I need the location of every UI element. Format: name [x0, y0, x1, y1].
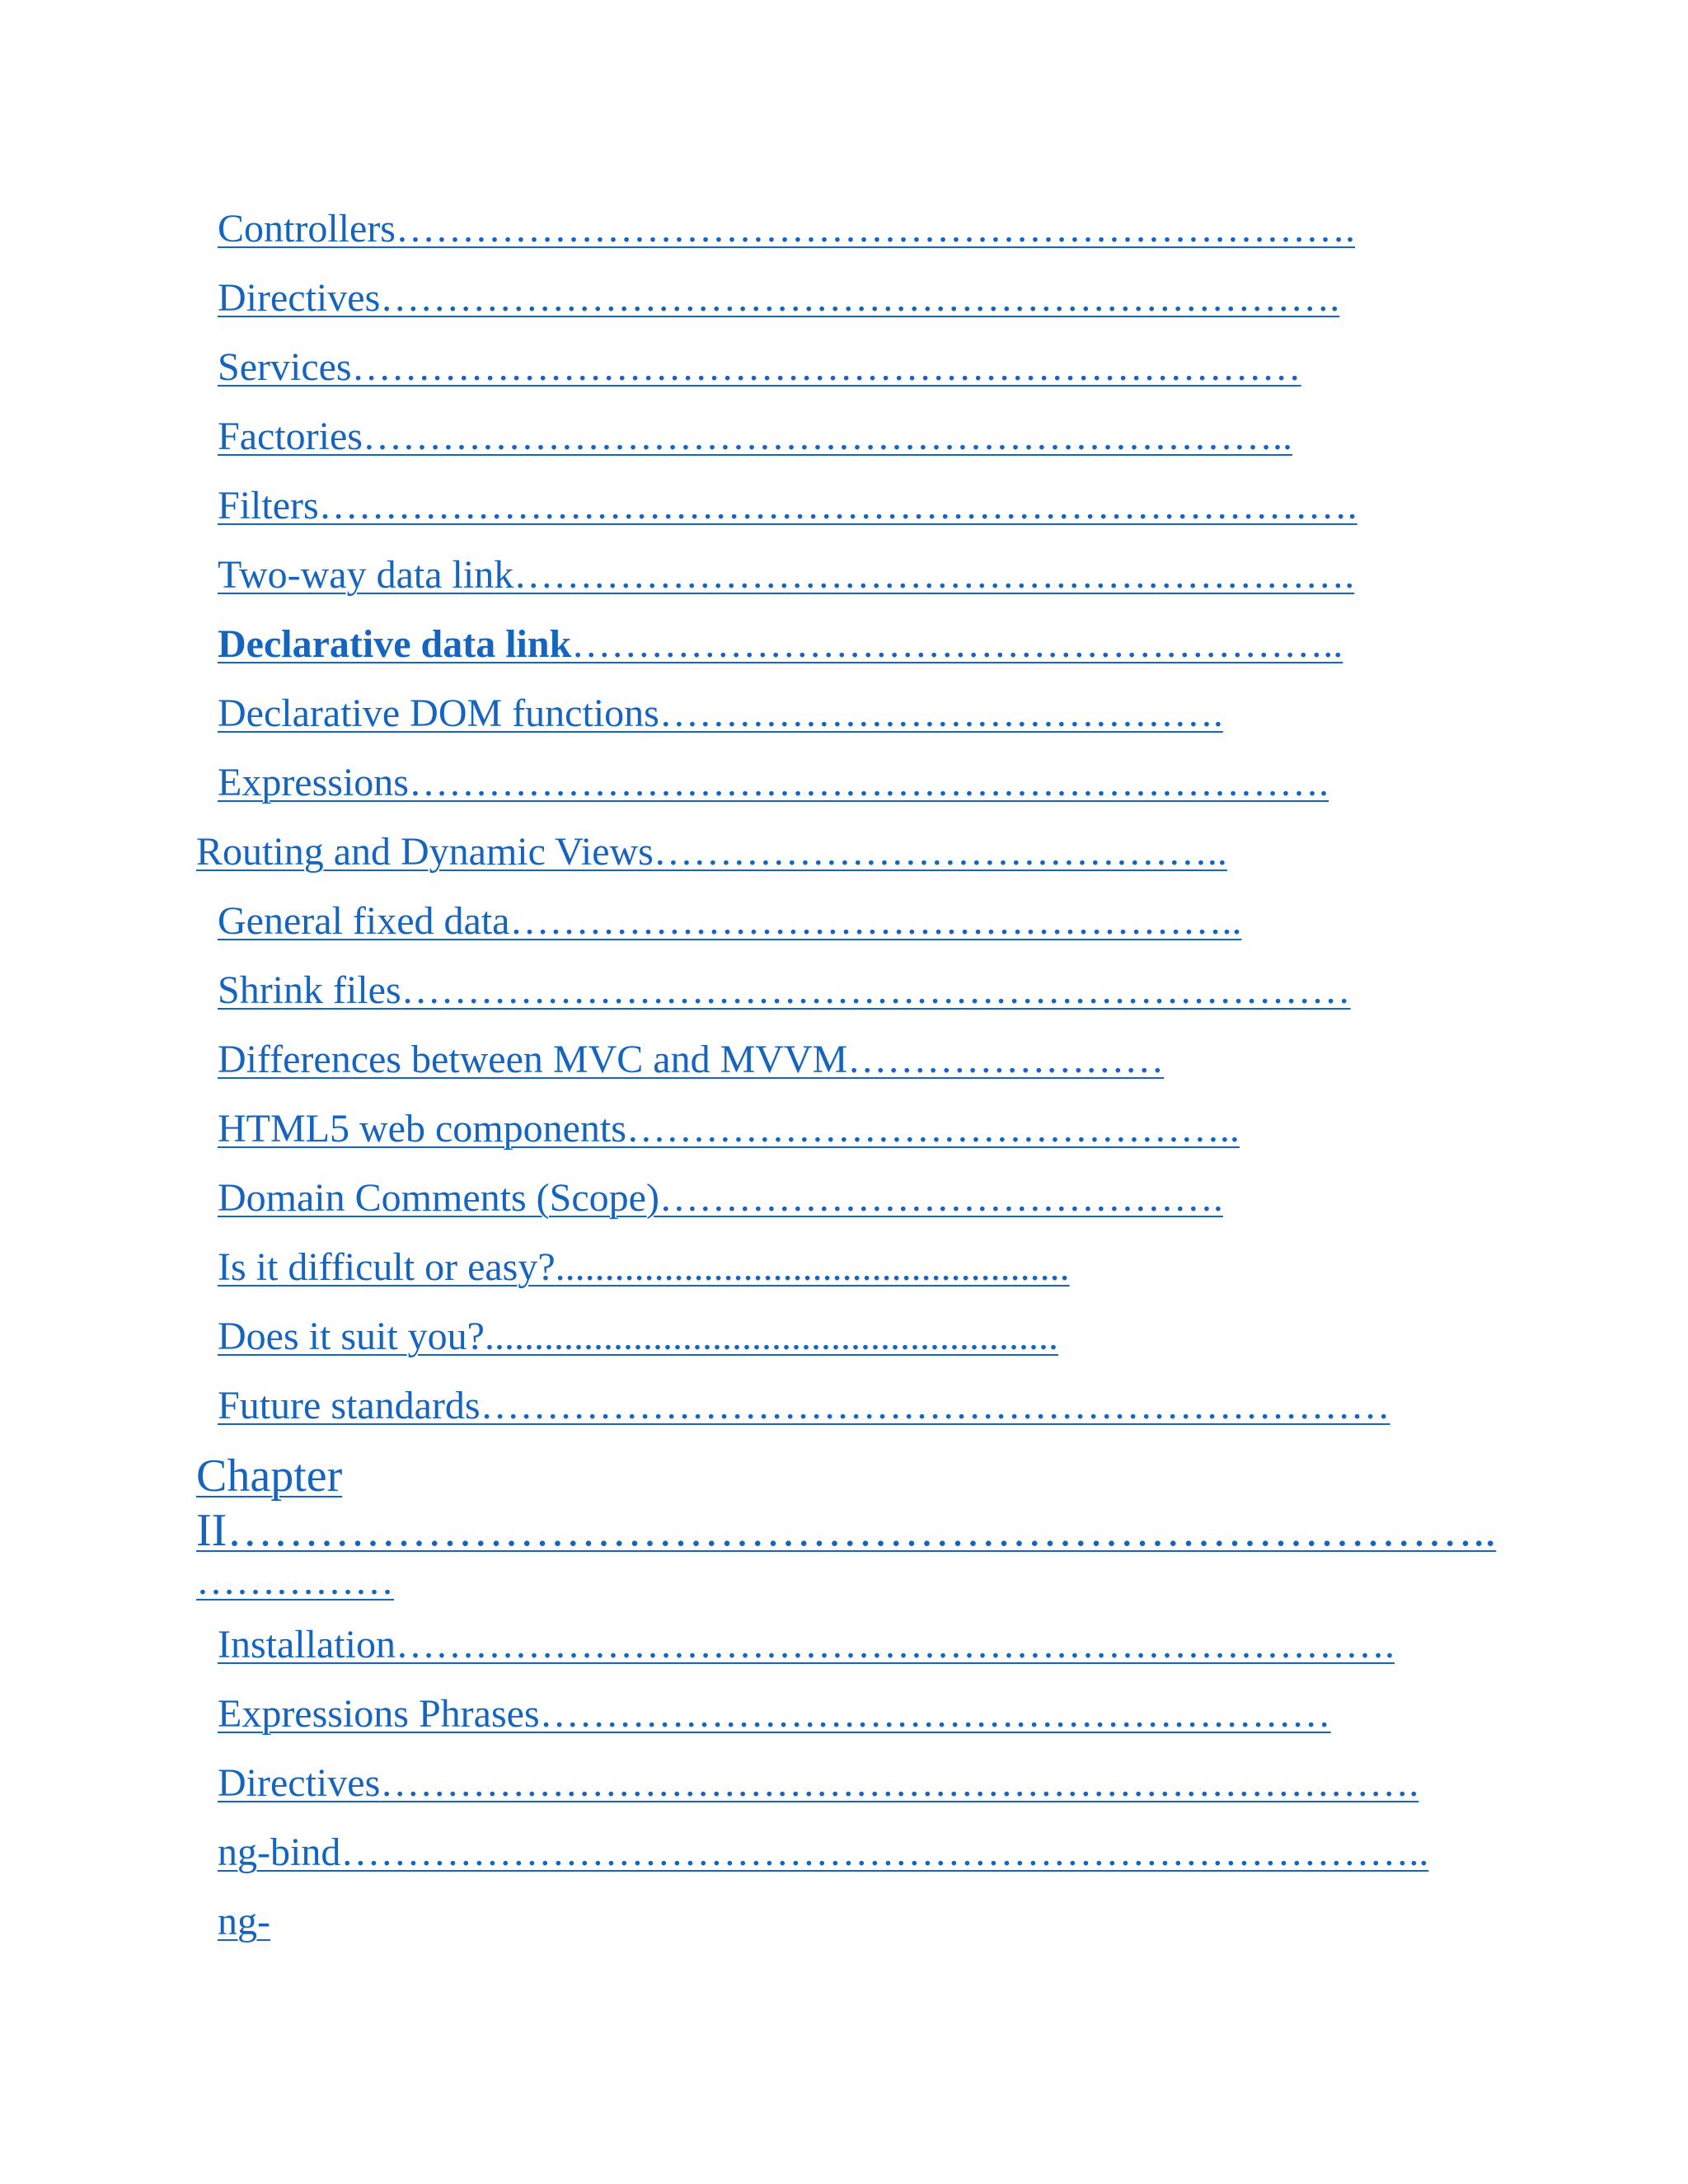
toc-entry-label: Expressions: [218, 761, 409, 804]
toc-entry[interactable]: [196, 679, 1548, 748]
toc-entry-leader: …………………………………………………………………….: [380, 1761, 1419, 1805]
toc-entry-label: ng-: [218, 1900, 270, 1943]
toc-entry[interactable]: [196, 471, 1548, 541]
toc-entry[interactable]: [196, 1680, 1548, 1749]
toc-entry-leader: ....................................................: [555, 1245, 1070, 1289]
toc-entry-leader: ……………………………………………………………….: [380, 276, 1340, 320]
toc-entry[interactable]: [196, 1025, 1548, 1094]
toc-entry-label: HTML5 web components: [218, 1107, 626, 1151]
toc-entry-leader: …………………………………….: [659, 1176, 1223, 1220]
toc-entry[interactable]: [196, 1233, 1548, 1302]
toc-entry[interactable]: [196, 1887, 1548, 1957]
toc-entry-label: ng-bind: [218, 1830, 341, 1874]
toc-entry[interactable]: [196, 956, 1548, 1025]
toc-entry[interactable]: [196, 1610, 1548, 1680]
toc-entry[interactable]: [196, 264, 1548, 333]
toc-entry-leader: ………………………………………………..: [509, 899, 1242, 943]
toc-entry[interactable]: [196, 1302, 1548, 1371]
toc-entry-label: Does it suit you?: [218, 1315, 485, 1358]
toc-entry[interactable]: [196, 541, 1548, 610]
toc-entry-label: Routing and Dynamic Views: [196, 830, 654, 874]
toc-entry-leader: …………………………………………………..: [571, 622, 1343, 666]
toc-entry-label: Filters: [218, 484, 319, 527]
toc-entry-label: Directives: [218, 276, 381, 320]
toc-entry-label: Expressions Phrases: [218, 1692, 540, 1736]
toc-entry[interactable]: [196, 610, 1548, 679]
toc-entry[interactable]: [196, 1094, 1548, 1164]
toc-entry-leader: ………………………………………………………………….: [395, 1623, 1395, 1666]
toc-entry-leader: ……………………………………………………………..: [362, 415, 1292, 458]
toc-entry[interactable]: [196, 194, 1548, 264]
toc-entry-label: Two-way data link: [218, 553, 514, 597]
toc-entry-label: Controllers: [218, 207, 396, 251]
toc-entry[interactable]: [196, 818, 1548, 887]
toc-entry-label: Directives: [218, 1761, 381, 1805]
toc-entry[interactable]: [196, 333, 1548, 402]
toc-entry-label: Differences between MVC and MVVM: [218, 1038, 848, 1081]
toc-entry[interactable]: [196, 1371, 1548, 1441]
toc-entry-label: Installation: [218, 1623, 396, 1666]
toc-entry[interactable]: [196, 402, 1548, 471]
toc-entry[interactable]: [196, 1749, 1548, 1818]
chapter-title-number: II………………………………………………………………………..: [196, 1505, 1497, 1556]
toc-entry-label: Shrink files: [218, 968, 401, 1012]
toc-entry-label: Services: [218, 345, 352, 389]
toc-entry[interactable]: [196, 1164, 1548, 1233]
chapter-title-word: Chapter: [196, 1451, 343, 1502]
toc-entry-leader: …………………………………………………………………….: [318, 484, 1357, 527]
toc-entry-label: Factories: [218, 415, 363, 458]
table-of-contents: [196, 194, 1548, 1957]
toc-entry-leader: ……………………………………………………………: [480, 1384, 1390, 1427]
toc-entry-leader: ……………………………………………………: [539, 1692, 1331, 1736]
toc-entry-label: Is it difficult or easy?: [218, 1245, 556, 1289]
toc-entry[interactable]: [196, 1818, 1548, 1887]
toc-entry-label: Domain Comments (Scope): [218, 1176, 659, 1220]
toc-entry-label: General fixed data: [218, 899, 510, 943]
toc-entry-leader: ………………………………………………………………: [351, 345, 1301, 389]
toc-entry[interactable]: [196, 748, 1548, 818]
toc-entry-label: Future standards: [218, 1384, 481, 1427]
toc-entry-leader: ………………………………………………………………: [401, 968, 1351, 1012]
toc-entry-label: Declarative data link: [218, 622, 572, 666]
toc-entry-leader: ……………………………………………………………….: [395, 207, 1355, 251]
toc-group-2: [196, 1610, 1548, 1957]
toc-entry-leader: ..........................................................: [484, 1315, 1058, 1358]
toc-group-1: [196, 194, 1548, 1441]
toc-entry[interactable]: [196, 887, 1548, 956]
toc-entry-leader: ……………………………………………………….: [513, 553, 1355, 597]
chapter-title-leader: ……………: [196, 1559, 394, 1603]
toc-entry-leader: ……………………………………..: [653, 830, 1227, 874]
toc-entry-leader: ………………………………………………………………………..: [340, 1830, 1429, 1874]
toc-chapter-heading[interactable]: [196, 1449, 1548, 1605]
toc-entry-label: Declarative DOM functions: [218, 691, 659, 735]
toc-entry-leader: ……………………: [847, 1038, 1165, 1081]
toc-entry-leader: …………………………………………………………….: [408, 761, 1329, 804]
toc-entry-leader: ………………………………………..: [626, 1107, 1240, 1151]
toc-entry-leader: …………………………………….: [659, 691, 1223, 735]
